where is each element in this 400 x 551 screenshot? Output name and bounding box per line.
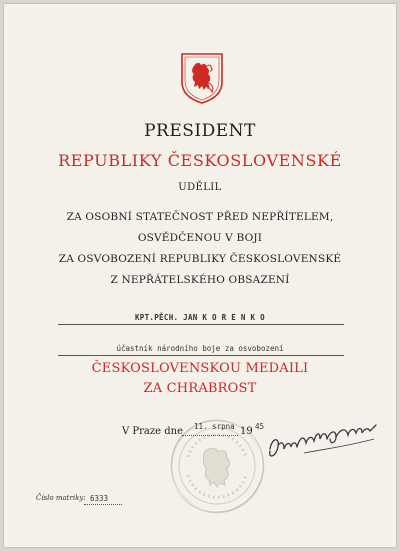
year-value: 45 <box>255 422 265 431</box>
medal-name-line-1: ČESKOSLOVENSKOU MEDAILI <box>91 361 309 376</box>
citation-line-3: ZA OSVOBOZENÍ REPUBLIKY ČESKOSLOVENSKÉ <box>58 253 342 265</box>
register-number-label: Číslo matriky: <box>36 494 86 502</box>
coat-of-arms-icon <box>180 52 224 104</box>
place-label: V Praze dne <box>122 426 183 437</box>
year-prefix: 19 <box>240 426 253 437</box>
medal-name-line-2: ZA CHRABROST <box>143 381 257 396</box>
role-underline <box>58 355 344 356</box>
citation-line-4: Z NEPŘÁTELSKÉHO OBSAZENÍ <box>110 274 290 286</box>
certificate-sheet <box>4 4 396 547</box>
recipient-underline <box>58 324 344 325</box>
date-dotted-line <box>182 435 238 436</box>
recipient-name: KPT.PĚCH. JAN K O R E N K O <box>134 313 265 322</box>
register-dotted-line <box>84 504 122 505</box>
date-value: 11. srpna <box>194 422 235 431</box>
heading-subtitle: REPUBLIKY ČESKOSLOVENSKÉ <box>58 151 342 170</box>
citation-line-2: OSVĚDČENOU V BOJI <box>137 232 263 244</box>
citation-line-1: ZA OSOBNÍ STATEČNOST PŘED NEPŘÍTELEM, <box>66 211 334 223</box>
signature-icon <box>264 409 384 469</box>
heading-title: PRESIDENT <box>144 121 256 141</box>
recipient-role: účastník národního boje za osvobození <box>116 344 284 353</box>
awarded-label: UDĚLIL <box>178 182 222 193</box>
register-number-value: 6333 <box>90 494 109 503</box>
